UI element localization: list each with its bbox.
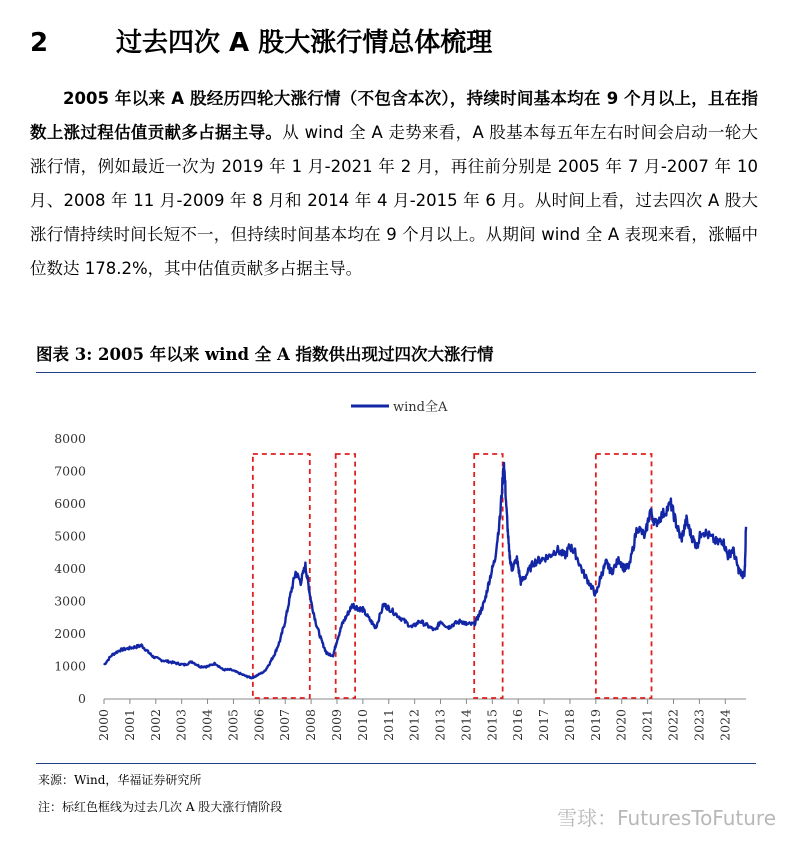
- y-tick-label: 7000: [54, 463, 86, 479]
- x-tick-label: 2022: [665, 709, 681, 741]
- y-tick-label: 3000: [54, 593, 86, 609]
- x-tick-label: 2003: [173, 709, 189, 741]
- source-note: 来源：Wind，华福证券研究所: [38, 773, 202, 787]
- paragraph-body: 从 wind 全 A 走势来看，A 股基本每五年左右时间会启动一轮大涨行情，例如最近一次为 2019 年 1 月-2021 年 2 月，再往前分别是 2005 年 7 月-2007 年 10 月、2008 年 11 月-2009 年 8 月和 2014 年 4 月-2015 年 6 月。从时间上看，过去四次 A 股大涨行情持续时间长短不一，但持续时间基本均在 9 个月以上。从期间 wind 全 A 表现来看，涨幅中位数达 178.2%，其中估值贡献多占据主导。: [30, 123, 759, 278]
- x-tick-label: 2023: [691, 709, 707, 741]
- x-tick-label: 2019: [587, 709, 603, 741]
- watermark: 雪球：FuturesToFuture: [557, 806, 776, 830]
- x-tick-label: 2004: [199, 709, 215, 741]
- figure-bottom-rule: [36, 763, 756, 764]
- section-number: 2: [30, 28, 49, 58]
- x-tick-label: 2009: [328, 709, 344, 741]
- highlight-period-box: [474, 454, 502, 698]
- x-tick-label: 2015: [484, 709, 500, 741]
- x-tick-label: 2002: [147, 709, 163, 741]
- x-tick-label: 2010: [354, 709, 370, 741]
- x-tick-label: 2011: [380, 709, 396, 741]
- legend: [351, 400, 448, 415]
- legend-label: wind全A: [393, 400, 448, 415]
- x-tick-label: 2014: [458, 709, 474, 741]
- x-tick-label: 2005: [225, 709, 241, 741]
- x-tick-label: 2006: [251, 709, 267, 741]
- x-tick-label: 2001: [121, 709, 137, 741]
- section-title: 过去四次 A 股大涨行情总体梳理: [116, 28, 493, 58]
- y-tick-label: 2000: [54, 626, 86, 641]
- highlight-period-box: [596, 454, 652, 698]
- x-tick-label: 2016: [510, 709, 526, 741]
- series-line-wind-all-a: [104, 463, 746, 678]
- x-tick-label: 2021: [639, 709, 655, 741]
- x-axis: [96, 699, 746, 741]
- y-tick-label: 6000: [54, 496, 86, 511]
- x-tick-label: 2017: [536, 709, 552, 741]
- x-tick-label: 2024: [717, 709, 733, 741]
- y-tick-label: 8000: [54, 431, 86, 446]
- y-tick-label: 0: [78, 691, 86, 706]
- x-tick-label: 2013: [432, 709, 448, 741]
- x-tick-label: 2008: [303, 709, 319, 741]
- paragraph-bold-lead: 2005 年以来 A 股经历四轮大涨行情（不包含本次），持续时间基本均在 9 个月以上，且在指数上涨过程估值贡献多占据主导。: [30, 89, 758, 142]
- x-tick-label: 2020: [613, 709, 629, 741]
- footnote: 注：标红色框线为过去几次 A 股大涨行情阶段: [38, 800, 283, 814]
- x-tick-label: 2007: [277, 709, 293, 741]
- highlight-boxes: [253, 454, 652, 698]
- y-axis: [54, 431, 86, 706]
- figure-title: 图表 3: 2005 年以来 wind 全 A 指数供出现过四次大涨行情: [36, 345, 494, 364]
- y-tick-label: 1000: [54, 658, 86, 674]
- y-tick-label: 5000: [54, 528, 86, 544]
- highlight-period-box: [336, 454, 355, 698]
- x-tick-label: 2012: [406, 709, 422, 741]
- y-tick-label: 4000: [54, 561, 86, 576]
- x-tick-label: 2018: [561, 709, 577, 741]
- x-tick-label: 2000: [96, 709, 111, 741]
